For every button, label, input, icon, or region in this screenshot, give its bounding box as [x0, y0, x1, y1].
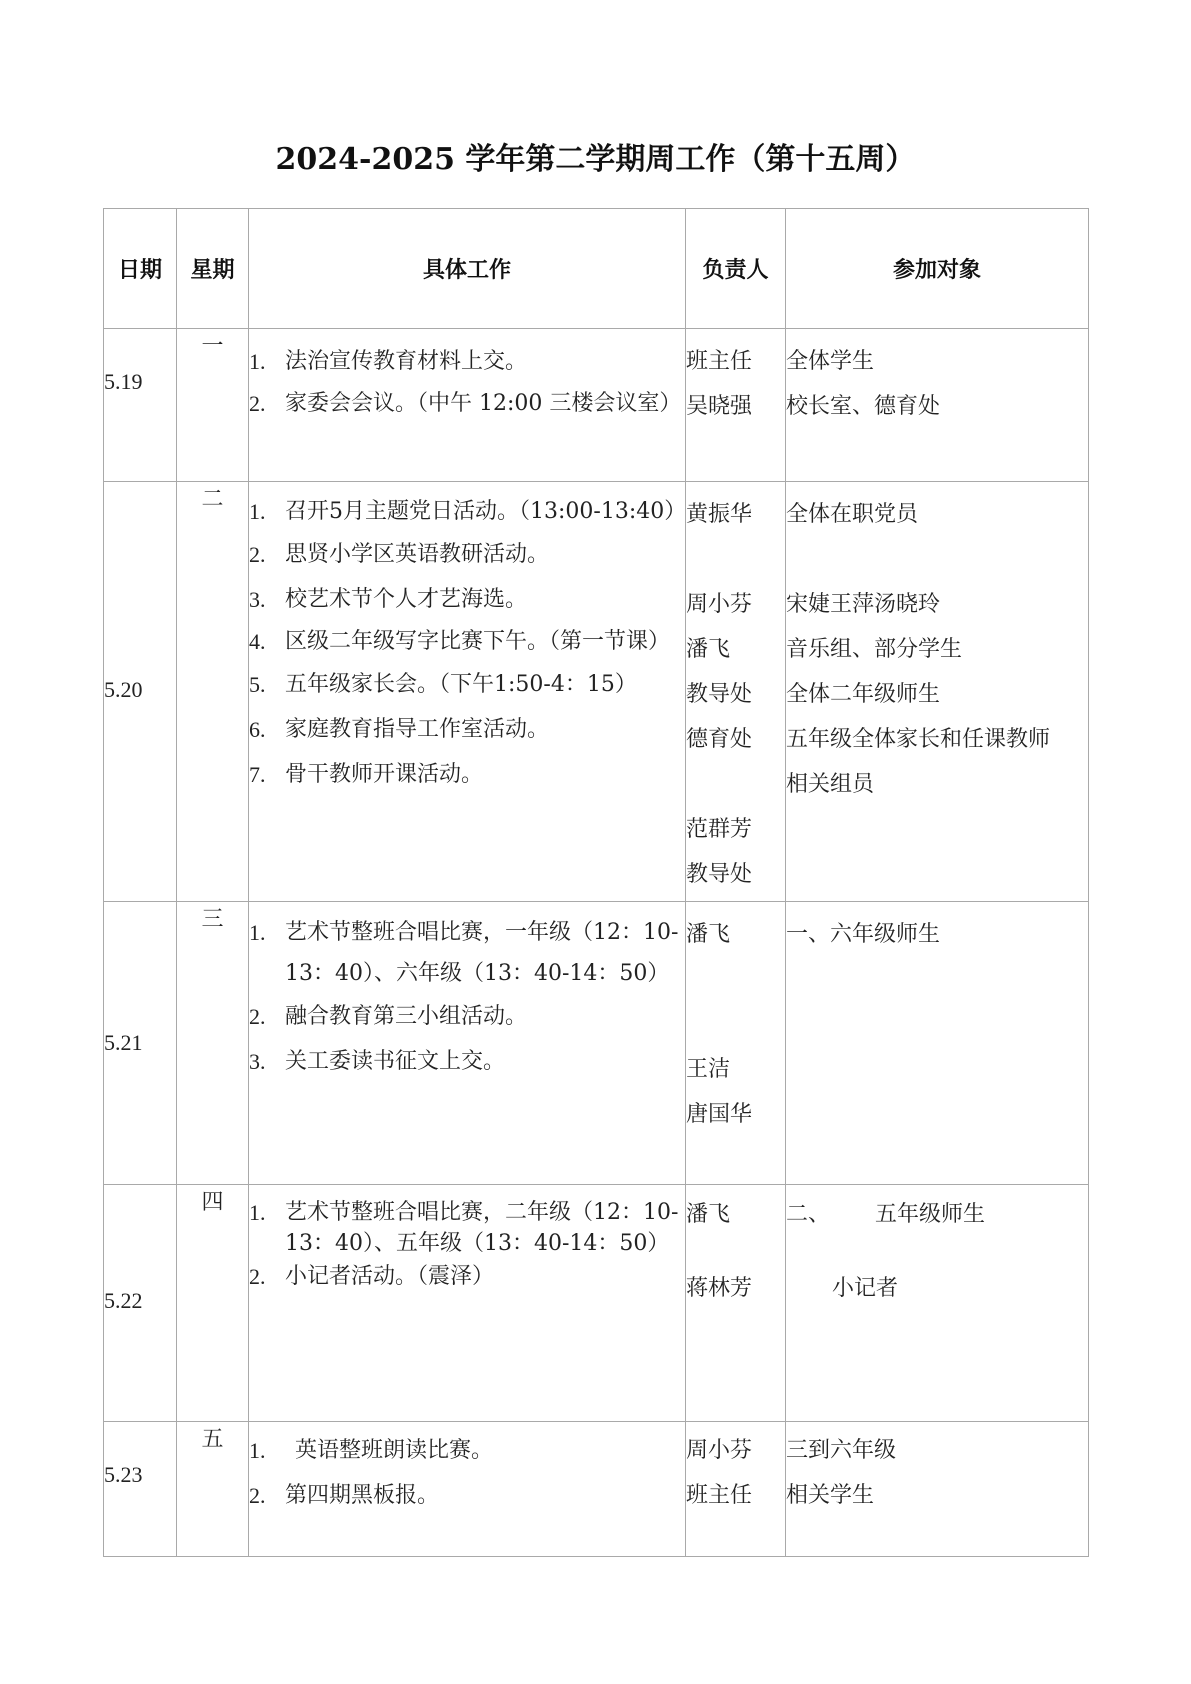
owner-spacer — [686, 957, 785, 1002]
header-tasks: 具体工作 — [249, 209, 686, 329]
date-text: 5.19 — [104, 369, 143, 394]
task-item — [249, 1259, 685, 1295]
weekday-cell — [177, 1185, 249, 1422]
table-row — [104, 1185, 1089, 1422]
participants-cell — [786, 329, 1089, 482]
owner-cell — [686, 329, 786, 482]
task-text: 召开5月主题党日活动。（13:00-13:40） — [285, 499, 687, 524]
weekday-text: 三 — [201, 907, 224, 932]
weekly-schedule-table — [103, 208, 1089, 1557]
owner-cell — [686, 482, 786, 902]
header-participants: 参加对象 — [786, 209, 1089, 329]
task-item — [249, 532, 685, 577]
table-row — [104, 329, 1089, 482]
task-item — [249, 1039, 685, 1084]
task-number: 1. — [249, 1438, 266, 1463]
date-cell — [104, 1422, 177, 1557]
weekday-text: 二 — [201, 487, 224, 512]
owner-name: 蒋林芳 — [686, 1276, 753, 1301]
participants-cell — [786, 482, 1089, 902]
participant-entry: 五年级师生 — [875, 1202, 986, 1227]
owner-name: 黄振华 — [686, 502, 753, 527]
task-item — [249, 662, 685, 707]
task-item — [249, 707, 685, 752]
task-text: 融合教育第三小组活动。 — [285, 1004, 528, 1029]
task-text: 思贤小学区英语教研活动。 — [285, 542, 550, 567]
task-text: 区级二年级写字比赛下午。（第一节课） — [285, 629, 671, 654]
task-item — [249, 384, 685, 424]
owner-name: 王洁 — [686, 1057, 731, 1082]
task-item — [249, 622, 685, 662]
participant-entry-row — [786, 1195, 1088, 1235]
header-owner: 负责人 — [686, 209, 786, 329]
task-text: 英语整班朗读比赛。 — [295, 1438, 494, 1463]
task-number: 2. — [249, 1264, 266, 1289]
participants-cell — [786, 1422, 1089, 1557]
task-item — [249, 994, 685, 1039]
participant-entry: 音乐组、部分学生 — [786, 637, 963, 662]
participant-entry: 三到六年级 — [786, 1438, 897, 1463]
owner-name: 班主任 — [686, 1483, 753, 1508]
owner-spacer — [686, 537, 785, 582]
task-text: 骨干教师开课活动。 — [285, 762, 484, 787]
task-number: 2. — [249, 391, 266, 416]
participant-entry: 全体二年级师生 — [786, 682, 941, 707]
task-number: 1. — [249, 920, 266, 945]
participant-entry: 相关组员 — [786, 772, 875, 797]
task-number: 5. — [249, 672, 266, 697]
owner-name: 潘飞 — [686, 637, 731, 662]
table-header-row — [104, 209, 1089, 329]
task-cell — [249, 1185, 686, 1422]
task-text: 第四期黑板报。 — [285, 1483, 440, 1508]
owner-spacer — [686, 1002, 785, 1047]
date-cell — [104, 329, 177, 482]
owner-cell — [686, 1422, 786, 1557]
task-number: 6. — [249, 717, 266, 742]
owner-name: 周小芬 — [686, 592, 753, 617]
task-text: 关工委读书征文上交。 — [285, 1049, 506, 1074]
participant-entry: 五年级全体家长和任课教师 — [786, 727, 1051, 752]
task-text: 法治宣传教育材料上交。 — [285, 349, 528, 374]
header-date: 日期 — [104, 209, 177, 329]
participant-entry: 二、 — [786, 1202, 831, 1227]
task-number: 1. — [249, 349, 266, 374]
task-item — [249, 339, 685, 384]
header-weekday: 星期 — [177, 209, 249, 329]
task-text: 五年级家长会。（下午1:50-4：15） — [285, 672, 637, 697]
owner-cell — [686, 902, 786, 1185]
task-number: 4. — [249, 629, 266, 654]
task-cell — [249, 329, 686, 482]
date-cell — [104, 902, 177, 1185]
date-text: 5.22 — [104, 1288, 143, 1313]
task-text: 艺术节整班合唱比赛，二年级（12：10-13：40）、五年级（13：40-14：50） — [285, 1200, 679, 1256]
task-number: 1. — [249, 499, 266, 524]
owner-name: 潘飞 — [686, 1202, 731, 1227]
task-item — [249, 492, 685, 532]
owner-name: 潘飞 — [686, 922, 731, 947]
table-row — [104, 482, 1089, 902]
owner-name: 吴晓强 — [686, 394, 753, 419]
task-number: 3. — [249, 587, 266, 612]
weekday-text: 五 — [201, 1427, 224, 1452]
task-cell — [249, 902, 686, 1185]
owner-spacer — [686, 762, 785, 807]
table-row — [104, 902, 1089, 1185]
task-number: 1. — [249, 1200, 266, 1225]
weekday-text: 四 — [201, 1190, 224, 1215]
table-row — [104, 1422, 1089, 1557]
task-item — [249, 752, 685, 797]
task-text: 艺术节整班合唱比赛，一年级（12：10-13：40）、六年级（13：40-14：50） — [285, 920, 679, 986]
participant-spacer — [786, 537, 1088, 582]
task-number: 3. — [249, 1049, 266, 1074]
task-number: 2. — [249, 542, 266, 567]
participant-entry: 宋婕王萍汤晓玲 — [786, 592, 941, 617]
participants-cell — [786, 902, 1089, 1185]
date-cell — [104, 482, 177, 902]
participant-entry: 全体学生 — [786, 349, 875, 374]
owner-name: 唐国华 — [686, 1102, 753, 1127]
participant-entry: 小记者 — [832, 1276, 899, 1301]
owner-name: 教导处 — [686, 862, 753, 887]
weekday-text: 一 — [201, 334, 224, 359]
participant-entry: 校长室、德育处 — [786, 394, 941, 419]
owner-cell — [686, 1185, 786, 1422]
task-item — [249, 912, 685, 994]
task-item — [249, 1473, 685, 1518]
owner-spacer — [686, 1235, 785, 1269]
task-text: 家庭教育指导工作室活动。 — [285, 717, 550, 742]
owner-name: 周小芬 — [686, 1438, 753, 1463]
owner-name: 教导处 — [686, 682, 753, 707]
weekday-cell — [177, 1422, 249, 1557]
date-text: 5.20 — [104, 677, 143, 702]
task-item — [249, 577, 685, 622]
date-cell — [104, 1185, 177, 1422]
task-text: 家委会会议。（中午 12:00 三楼会议室） — [285, 391, 682, 416]
weekday-cell — [177, 902, 249, 1185]
task-cell — [249, 482, 686, 902]
owner-name: 班主任 — [686, 349, 753, 374]
task-number: 2. — [249, 1004, 266, 1029]
owner-name: 范群芳 — [686, 817, 753, 842]
task-number: 7. — [249, 762, 266, 787]
task-text: 校艺术节个人才艺海选。 — [285, 587, 528, 612]
task-cell — [249, 1422, 686, 1557]
owner-name: 德育处 — [686, 727, 753, 752]
participant-entry: 全体在职党员 — [786, 502, 919, 527]
task-item — [249, 1428, 685, 1473]
date-text: 5.21 — [104, 1030, 143, 1055]
date-text: 5.23 — [104, 1462, 143, 1487]
weekday-cell — [177, 482, 249, 902]
task-item — [249, 1197, 685, 1259]
task-text: 小记者活动。（震泽） — [285, 1264, 495, 1289]
page-title: 2024-2025 学年第二学期周工作（第十五周） — [275, 142, 916, 177]
participant-entry: 相关学生 — [786, 1483, 875, 1508]
weekday-cell — [177, 329, 249, 482]
participants-cell — [786, 1185, 1089, 1422]
task-number: 2. — [249, 1483, 266, 1508]
participant-entry: 一、六年级师生 — [786, 922, 941, 947]
